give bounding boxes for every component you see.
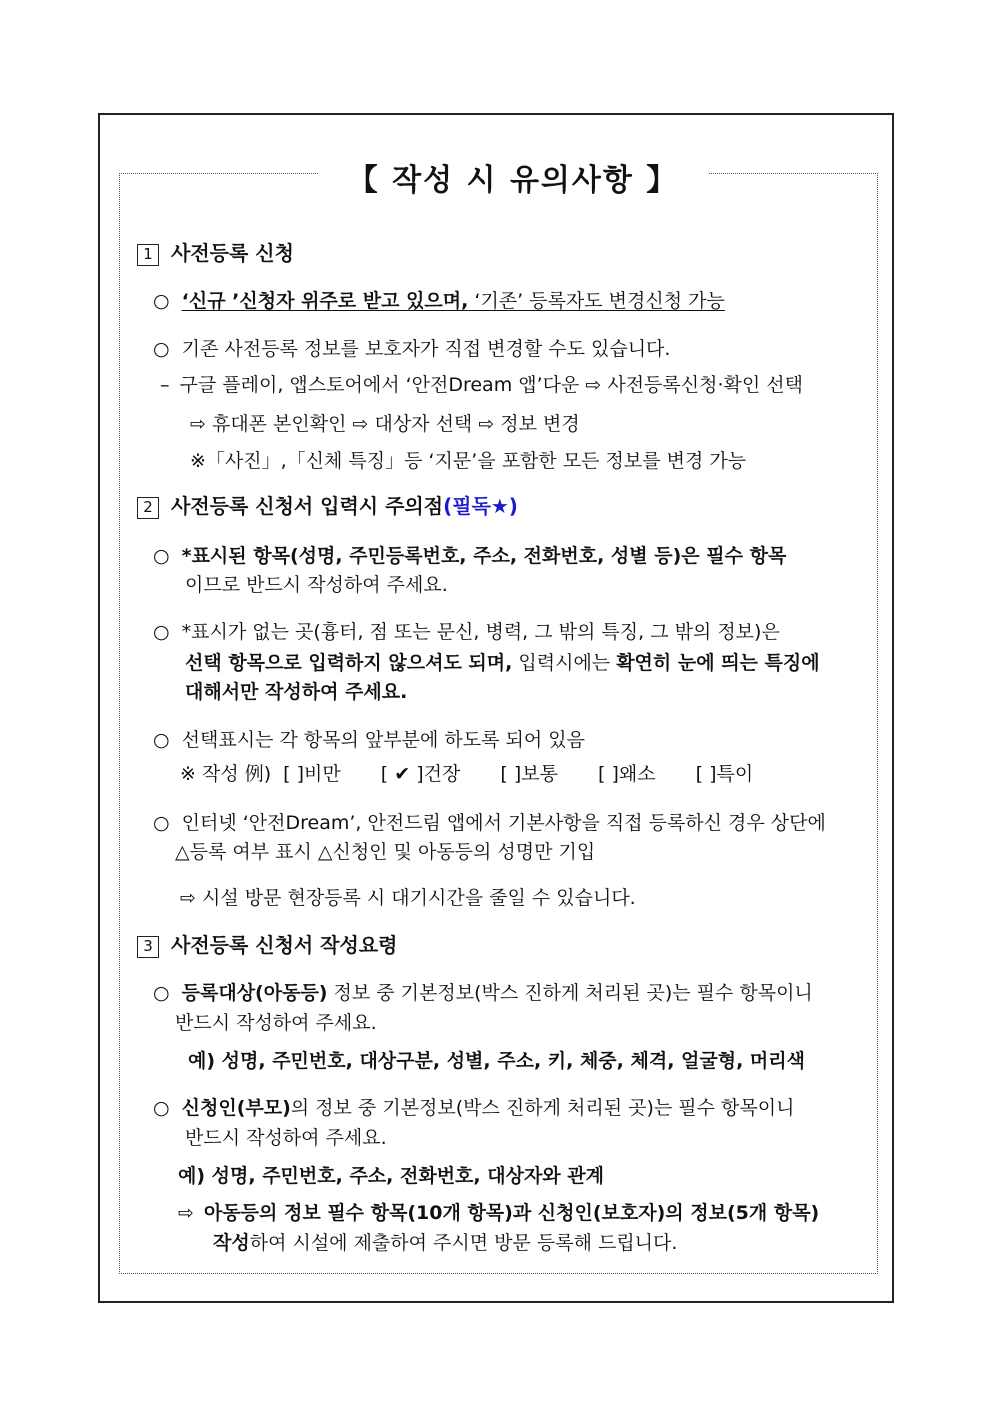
s3-final-line-2-rest: 하여 시설에 제출하여 주시면 방문 등록해 드립니다. xyxy=(249,1232,678,1254)
s3-bullet-2 xyxy=(153,1095,794,1121)
s2-bullet-4-cont: △등록 여부 표시 △신청인 및 아동등의 성명만 기입 xyxy=(175,841,596,863)
s2-bullet-2-bold-2: 확연히 눈에 띄는 특징에 xyxy=(616,652,820,674)
s3-bullet-1-text xyxy=(182,982,813,1004)
s2-bullet-1-bold: *표시된 항목(성명, 주민등록번호, 주소, 전화번호, 성별 등)은 필수 항목 xyxy=(181,545,787,567)
s3-bullet-1-cont: 반드시 작성하여 주세요. xyxy=(175,1012,377,1034)
s1-bullet-1-bold: ‘신규 ’신청자 위주로 받고 있으며, xyxy=(181,290,469,312)
s2-bullet-4-arrow: ⇨ 시설 방문 현장등록 시 대기시간을 줄일 수 있습니다. xyxy=(180,887,636,909)
s3-bullet-2-rest: 의 정보 중 기본정보(박스 진하게 처리된 곳)는 필수 항목이니 xyxy=(290,1097,795,1119)
section-2-number: 2 xyxy=(137,497,159,519)
bullet-mark: ○ xyxy=(153,729,170,751)
s2-bullet-2 xyxy=(153,619,780,645)
bullet-mark: ○ xyxy=(153,621,170,643)
s3-final-bold: 아동등의 정보 필수 항목(10개 항목)과 신청인(보호자)의 정보(5개 항목) xyxy=(203,1202,820,1224)
s2-bullet-2-text: *표시가 없는 곳(흉터, 점 또는 문신, 병력, 그 밖의 특징, 그 밖의 정보)은 xyxy=(181,621,780,643)
example-item-4: [ ]왜소 xyxy=(598,763,656,785)
arrow-icon: ⇨ xyxy=(178,1202,194,1224)
bullet-mark: ○ xyxy=(153,338,170,360)
section-3-number: 3 xyxy=(137,936,159,958)
s1-bullet-1-rest: ‘기존’ 등록자도 변경신청 가능 xyxy=(468,290,725,312)
s2-bullet-4 xyxy=(153,810,826,836)
bullet-mark: ○ xyxy=(153,290,170,312)
example-item-3: [ ]보통 xyxy=(500,763,558,785)
example-item-2: [ ✔ ]건장 xyxy=(380,763,461,785)
s1-arrow-line: ⇨ 휴대폰 본인확인 ⇨ 대상자 선택 ⇨ 정보 변경 xyxy=(190,413,580,435)
s2-bullet-2-bold-1: 선택 항목으로 입력하지 않으셔도 되며, xyxy=(185,652,513,674)
s2-bullet-3 xyxy=(153,727,585,753)
s1-note: ※「사진」,「신체 특징」등 ‘지문’을 포함한 모든 정보를 변경 가능 xyxy=(190,450,747,472)
s3-bullet-1 xyxy=(153,980,813,1006)
dash-mark: – xyxy=(160,374,170,396)
section-3-heading xyxy=(137,932,397,958)
section-1-title: 사전등록 신청 xyxy=(171,241,294,265)
section-1-number: 1 xyxy=(137,244,159,266)
section-2-heading xyxy=(137,493,518,519)
section-2-title: 사전등록 신청서 입력시 주의점 xyxy=(171,494,444,518)
s2-bullet-2-mid: 입력시에는 xyxy=(512,652,617,674)
s3-bullet-2-cont: 반드시 작성하여 주세요. xyxy=(185,1127,387,1149)
bullet-mark: ○ xyxy=(153,982,170,1004)
s1-dash-line xyxy=(160,372,803,398)
s1-bullet-1 xyxy=(153,288,725,314)
section-3-title: 사전등록 신청서 작성요령 xyxy=(171,933,398,957)
s2-bullet-2-line-2 xyxy=(185,650,820,676)
s1-bullet-2-text: 기존 사전등록 정보를 보호자가 직접 변경할 수도 있습니다. xyxy=(181,338,671,360)
s3-final-line-1 xyxy=(178,1200,819,1226)
section-1-heading xyxy=(137,240,294,266)
s2-bullet-1-cont: 이므로 반드시 작성하여 주세요. xyxy=(185,574,448,596)
s3-final-line-2-bold: 작성 xyxy=(213,1232,250,1254)
example-prefix: ※ 작성 例) xyxy=(180,763,272,785)
s3-final-line-2 xyxy=(213,1230,677,1256)
s3-bullet-1-example: 예) 성명, 주민번호, 대상구분, 성별, 주소, 키, 체중, 체격, 얼굴형, 머리색 xyxy=(188,1050,805,1072)
bullet-mark: ○ xyxy=(153,545,170,567)
s3-bullet-2-text xyxy=(182,1097,795,1119)
example-item-5: [ ]특이 xyxy=(695,763,754,785)
example-item-1: [ ]비만 xyxy=(283,763,341,785)
s3-bullet-1-rest: 정보 중 기본정보(박스 진하게 처리된 곳)는 필수 항목이니 xyxy=(327,982,813,1004)
s2-bullet-4-text: 인터넷 ‘안전Dream’, 안전드림 앱에서 기본사항을 직접 등록하신 경우 상단에 xyxy=(181,812,826,834)
s2-example-line xyxy=(180,761,753,787)
bullet-mark: ○ xyxy=(153,1097,170,1119)
page-title: 【 작성 시 유의사항 】 xyxy=(347,163,679,198)
s2-bullet-2-line-3: 대해서만 작성하여 주세요. xyxy=(185,681,408,703)
s3-bullet-1-bold: 등록대상(아동등) xyxy=(181,982,328,1004)
bullet-mark: ○ xyxy=(153,812,170,834)
s3-bullet-2-bold: 신청인(부모) xyxy=(181,1097,291,1119)
s2-bullet-1 xyxy=(153,543,869,569)
s1-bullet-2 xyxy=(153,336,670,362)
s3-bullet-2-example: 예) 성명, 주민번호, 주소, 전화번호, 대상자와 관계 xyxy=(178,1165,604,1187)
s1-bullet-1-text xyxy=(182,290,725,312)
section-2-must-read: (필독★) xyxy=(443,494,518,518)
s2-bullet-3-text: 선택표시는 각 항목의 앞부분에 하도록 되어 있음 xyxy=(181,729,585,751)
s1-dash-text: 구글 플레이, 앱스토어에서 ‘안전Dream 앱’다운 ⇨ 사전등록신청·확인 선택 xyxy=(179,374,803,396)
